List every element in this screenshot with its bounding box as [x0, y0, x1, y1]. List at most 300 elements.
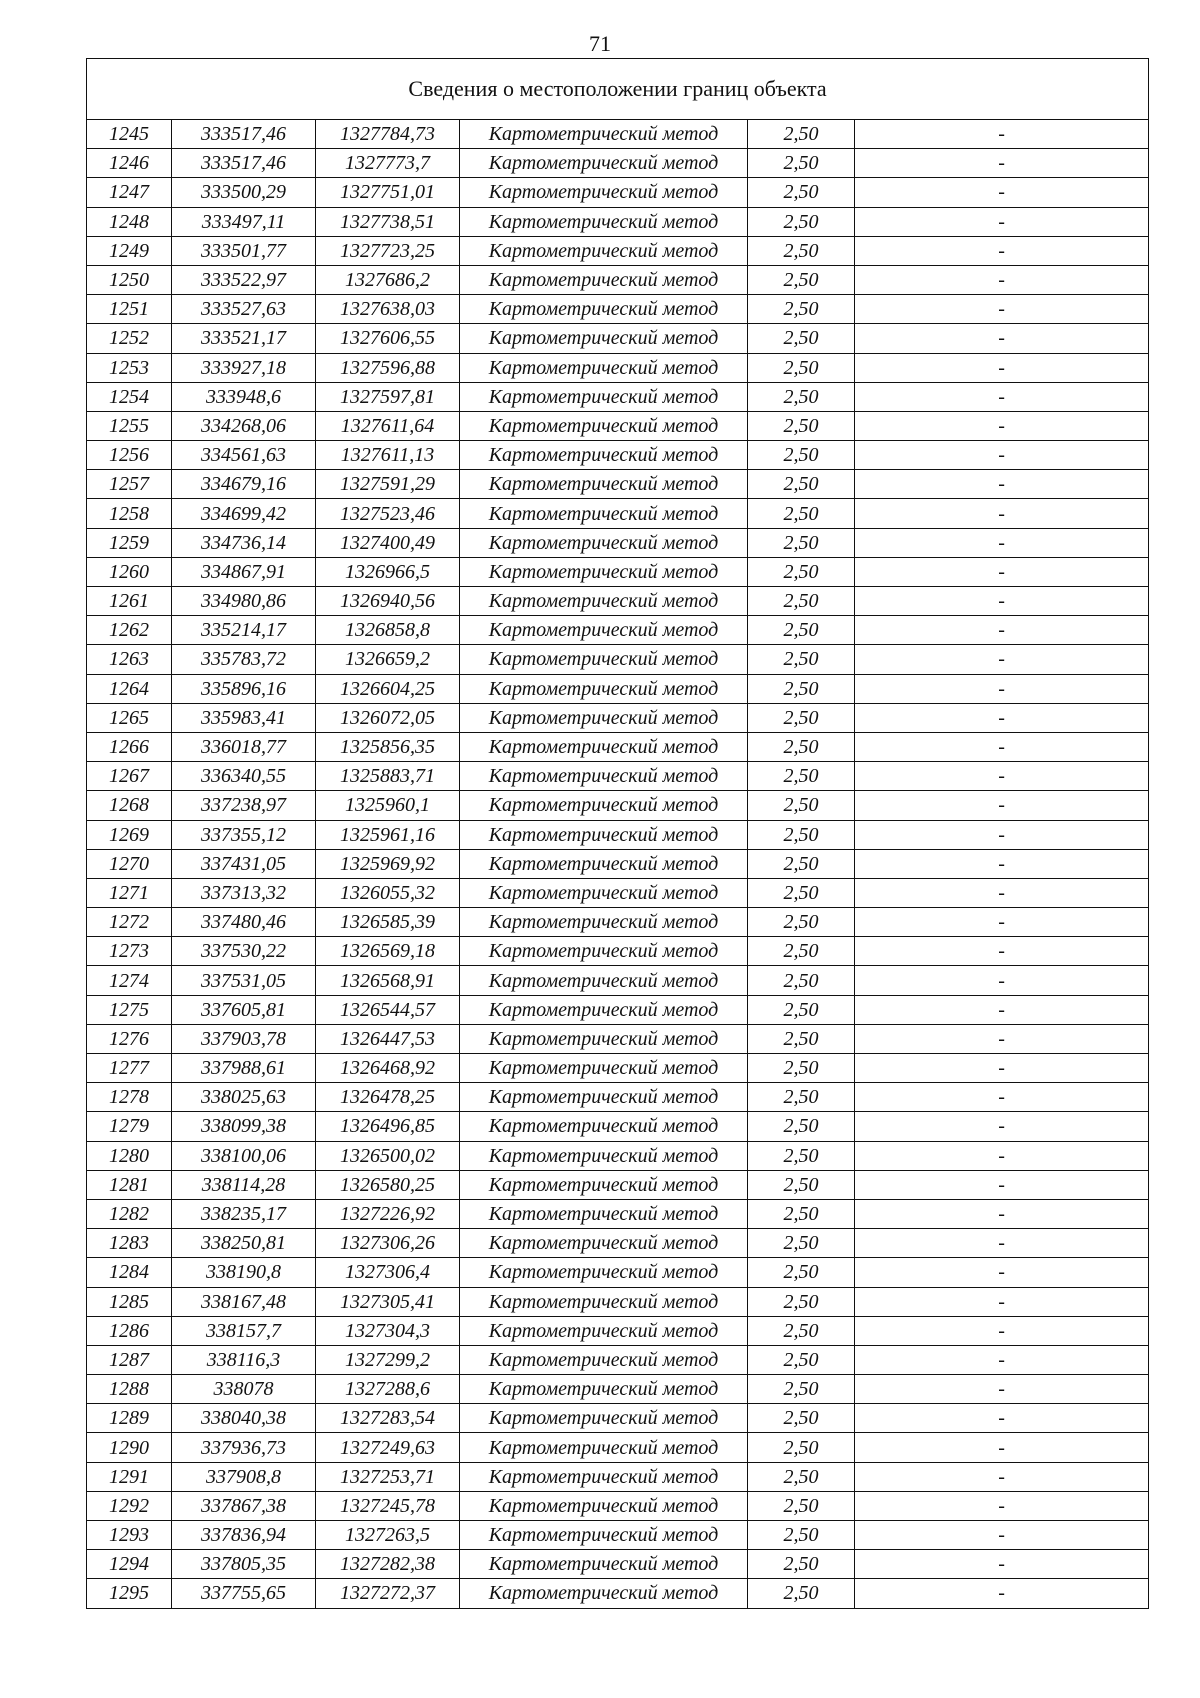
- method-cell: Картометрический метод: [460, 820, 748, 849]
- accuracy-cell: 2,50: [748, 295, 855, 324]
- table-row: [87, 1199, 1149, 1228]
- coordinate-y-cell: 1326604,25: [316, 674, 460, 703]
- coordinate-y-cell: 1327304,3: [316, 1316, 460, 1345]
- table-row: [87, 1170, 1149, 1199]
- note-cell: -: [855, 1521, 1149, 1550]
- method-cell: Картометрический метод: [460, 1112, 748, 1141]
- coordinate-x-cell: 337903,78: [172, 1024, 316, 1053]
- coordinate-x-cell: 334867,91: [172, 557, 316, 586]
- table-row: [87, 616, 1149, 645]
- note-cell: -: [855, 645, 1149, 674]
- method-cell: Картометрический метод: [460, 557, 748, 586]
- method-cell: Картометрический метод: [460, 1170, 748, 1199]
- method-cell: Картометрический метод: [460, 411, 748, 440]
- coordinate-x-cell: 335783,72: [172, 645, 316, 674]
- method-cell: Картометрический метод: [460, 791, 748, 820]
- accuracy-cell: 2,50: [748, 732, 855, 761]
- note-cell: -: [855, 1491, 1149, 1520]
- point-number-cell: 1250: [87, 265, 172, 294]
- method-cell: Картометрический метод: [460, 762, 748, 791]
- method-cell: Картометрический метод: [460, 1229, 748, 1258]
- coordinate-x-cell: 338025,63: [172, 1083, 316, 1112]
- point-number-cell: 1273: [87, 937, 172, 966]
- note-cell: -: [855, 1345, 1149, 1374]
- note-cell: -: [855, 528, 1149, 557]
- coordinate-y-cell: 1327306,26: [316, 1229, 460, 1258]
- accuracy-cell: 2,50: [748, 1375, 855, 1404]
- point-number-cell: 1271: [87, 878, 172, 907]
- coordinate-y-cell: 1327282,38: [316, 1550, 460, 1579]
- accuracy-cell: 2,50: [748, 1316, 855, 1345]
- table-row: [87, 120, 1149, 149]
- point-number-cell: 1265: [87, 703, 172, 732]
- coordinate-x-cell: 337836,94: [172, 1521, 316, 1550]
- note-cell: -: [855, 616, 1149, 645]
- table-row: [87, 528, 1149, 557]
- accuracy-cell: 2,50: [748, 1141, 855, 1170]
- note-cell: -: [855, 149, 1149, 178]
- coordinate-y-cell: 1327723,25: [316, 236, 460, 265]
- coordinate-y-cell: 1327306,4: [316, 1258, 460, 1287]
- coordinate-x-cell: 334561,63: [172, 441, 316, 470]
- point-number-cell: 1278: [87, 1083, 172, 1112]
- method-cell: Картометрический метод: [460, 1287, 748, 1316]
- table-row: [87, 1083, 1149, 1112]
- coordinate-y-cell: 1326496,85: [316, 1112, 460, 1141]
- point-number-cell: 1264: [87, 674, 172, 703]
- note-cell: -: [855, 1375, 1149, 1404]
- coordinate-y-cell: 1327283,54: [316, 1404, 460, 1433]
- table-row: [87, 966, 1149, 995]
- table-row: [87, 791, 1149, 820]
- coordinate-y-cell: 1327751,01: [316, 178, 460, 207]
- coordinate-x-cell: 337530,22: [172, 937, 316, 966]
- method-cell: Картометрический метод: [460, 937, 748, 966]
- coordinate-y-cell: 1327591,29: [316, 470, 460, 499]
- method-cell: Картометрический метод: [460, 1024, 748, 1053]
- method-cell: Картометрический метод: [460, 324, 748, 353]
- point-number-cell: 1257: [87, 470, 172, 499]
- method-cell: Картометрический метод: [460, 995, 748, 1024]
- table-row: [87, 995, 1149, 1024]
- point-number-cell: 1263: [87, 645, 172, 674]
- coordinate-x-cell: 333927,18: [172, 353, 316, 382]
- note-cell: -: [855, 1141, 1149, 1170]
- coordinate-x-cell: 333527,63: [172, 295, 316, 324]
- coordinate-x-cell: 337936,73: [172, 1433, 316, 1462]
- accuracy-cell: 2,50: [748, 499, 855, 528]
- coordinate-y-cell: 1326585,39: [316, 908, 460, 937]
- coordinate-y-cell: 1327606,55: [316, 324, 460, 353]
- note-cell: -: [855, 995, 1149, 1024]
- coordinate-y-cell: 1326055,32: [316, 878, 460, 907]
- table-row: [87, 1287, 1149, 1316]
- point-number-cell: 1254: [87, 382, 172, 411]
- point-number-cell: 1266: [87, 732, 172, 761]
- boundary-coordinates-table: [86, 58, 1149, 1609]
- note-cell: -: [855, 1170, 1149, 1199]
- method-cell: Картометрический метод: [460, 1462, 748, 1491]
- method-cell: Картометрический метод: [460, 616, 748, 645]
- coordinate-x-cell: 338114,28: [172, 1170, 316, 1199]
- table-row: [87, 499, 1149, 528]
- point-number-cell: 1246: [87, 149, 172, 178]
- coordinate-x-cell: 334268,06: [172, 411, 316, 440]
- coordinate-x-cell: 335896,16: [172, 674, 316, 703]
- coordinate-y-cell: 1327400,49: [316, 528, 460, 557]
- point-number-cell: 1288: [87, 1375, 172, 1404]
- method-cell: Картометрический метод: [460, 645, 748, 674]
- coordinate-x-cell: 338099,38: [172, 1112, 316, 1141]
- accuracy-cell: 2,50: [748, 178, 855, 207]
- accuracy-cell: 2,50: [748, 820, 855, 849]
- coordinate-x-cell: 338250,81: [172, 1229, 316, 1258]
- table-row: [87, 382, 1149, 411]
- method-cell: Картометрический метод: [460, 1375, 748, 1404]
- coordinate-y-cell: 1327784,73: [316, 120, 460, 149]
- point-number-cell: 1295: [87, 1579, 172, 1608]
- coordinate-x-cell: 337867,38: [172, 1491, 316, 1520]
- method-cell: Картометрический метод: [460, 1521, 748, 1550]
- method-cell: Картометрический метод: [460, 908, 748, 937]
- point-number-cell: 1293: [87, 1521, 172, 1550]
- table-header: Сведения о местоположении границ объекта: [87, 59, 1149, 120]
- note-cell: -: [855, 470, 1149, 499]
- coordinate-x-cell: 333517,46: [172, 120, 316, 149]
- coordinate-y-cell: 1326569,18: [316, 937, 460, 966]
- table-row: [87, 587, 1149, 616]
- coordinate-x-cell: 338190,8: [172, 1258, 316, 1287]
- accuracy-cell: 2,50: [748, 849, 855, 878]
- point-number-cell: 1286: [87, 1316, 172, 1345]
- method-cell: Картометрический метод: [460, 178, 748, 207]
- coordinate-y-cell: 1327263,5: [316, 1521, 460, 1550]
- table-row: [87, 820, 1149, 849]
- method-cell: Картометрический метод: [460, 1579, 748, 1608]
- accuracy-cell: 2,50: [748, 1170, 855, 1199]
- point-number-cell: 1248: [87, 207, 172, 236]
- coordinate-y-cell: 1325883,71: [316, 762, 460, 791]
- accuracy-cell: 2,50: [748, 324, 855, 353]
- accuracy-cell: 2,50: [748, 1024, 855, 1053]
- coordinate-y-cell: 1326580,25: [316, 1170, 460, 1199]
- method-cell: Картометрический метод: [460, 674, 748, 703]
- coordinate-y-cell: 1326858,8: [316, 616, 460, 645]
- accuracy-cell: 2,50: [748, 908, 855, 937]
- coordinate-x-cell: 338100,06: [172, 1141, 316, 1170]
- table-row: [87, 1375, 1149, 1404]
- note-cell: -: [855, 849, 1149, 878]
- method-cell: Картометрический метод: [460, 353, 748, 382]
- accuracy-cell: 2,50: [748, 1258, 855, 1287]
- accuracy-cell: 2,50: [748, 995, 855, 1024]
- note-cell: -: [855, 791, 1149, 820]
- coordinate-x-cell: 334699,42: [172, 499, 316, 528]
- point-number-cell: 1289: [87, 1404, 172, 1433]
- coordinate-y-cell: 1325856,35: [316, 732, 460, 761]
- note-cell: -: [855, 1024, 1149, 1053]
- method-cell: Картометрический метод: [460, 1199, 748, 1228]
- accuracy-cell: 2,50: [748, 674, 855, 703]
- accuracy-cell: 2,50: [748, 1229, 855, 1258]
- accuracy-cell: 2,50: [748, 1550, 855, 1579]
- method-cell: Картометрический метод: [460, 966, 748, 995]
- method-cell: Картометрический метод: [460, 1433, 748, 1462]
- note-cell: -: [855, 908, 1149, 937]
- method-cell: Картометрический метод: [460, 499, 748, 528]
- coordinate-x-cell: 337355,12: [172, 820, 316, 849]
- table-row: [87, 645, 1149, 674]
- point-number-cell: 1256: [87, 441, 172, 470]
- table-row: [87, 207, 1149, 236]
- accuracy-cell: 2,50: [748, 470, 855, 499]
- table-row: [87, 178, 1149, 207]
- coordinate-x-cell: 334679,16: [172, 470, 316, 499]
- coordinate-x-cell: 333948,6: [172, 382, 316, 411]
- point-number-cell: 1252: [87, 324, 172, 353]
- coordinate-x-cell: 337531,05: [172, 966, 316, 995]
- accuracy-cell: 2,50: [748, 1054, 855, 1083]
- point-number-cell: 1275: [87, 995, 172, 1024]
- point-number-cell: 1255: [87, 411, 172, 440]
- coordinate-y-cell: 1326544,57: [316, 995, 460, 1024]
- coordinate-x-cell: 333517,46: [172, 149, 316, 178]
- accuracy-cell: 2,50: [748, 587, 855, 616]
- table-row: [87, 1258, 1149, 1287]
- table-row: [87, 441, 1149, 470]
- coordinate-x-cell: 337605,81: [172, 995, 316, 1024]
- coordinate-y-cell: 1326940,56: [316, 587, 460, 616]
- note-cell: -: [855, 353, 1149, 382]
- accuracy-cell: 2,50: [748, 382, 855, 411]
- note-cell: -: [855, 966, 1149, 995]
- coordinate-x-cell: 337805,35: [172, 1550, 316, 1579]
- table-row: [87, 937, 1149, 966]
- coordinate-y-cell: 1327773,7: [316, 149, 460, 178]
- table-row: [87, 908, 1149, 937]
- method-cell: Картометрический метод: [460, 441, 748, 470]
- accuracy-cell: 2,50: [748, 1433, 855, 1462]
- note-cell: -: [855, 324, 1149, 353]
- accuracy-cell: 2,50: [748, 353, 855, 382]
- note-cell: -: [855, 1404, 1149, 1433]
- accuracy-cell: 2,50: [748, 441, 855, 470]
- coordinate-y-cell: 1325961,16: [316, 820, 460, 849]
- coordinate-y-cell: 1326659,2: [316, 645, 460, 674]
- point-number-cell: 1253: [87, 353, 172, 382]
- coordinate-y-cell: 1326447,53: [316, 1024, 460, 1053]
- note-cell: -: [855, 382, 1149, 411]
- method-cell: Картометрический метод: [460, 849, 748, 878]
- table-row: [87, 849, 1149, 878]
- note-cell: -: [855, 1433, 1149, 1462]
- point-number-cell: 1290: [87, 1433, 172, 1462]
- method-cell: Картометрический метод: [460, 207, 748, 236]
- coordinate-x-cell: 338235,17: [172, 1199, 316, 1228]
- coordinate-x-cell: 338157,7: [172, 1316, 316, 1345]
- table-row: [87, 1345, 1149, 1374]
- note-cell: -: [855, 1462, 1149, 1491]
- note-cell: -: [855, 587, 1149, 616]
- coordinate-x-cell: 333521,17: [172, 324, 316, 353]
- table-row: [87, 732, 1149, 761]
- point-number-cell: 1282: [87, 1199, 172, 1228]
- accuracy-cell: 2,50: [748, 411, 855, 440]
- point-number-cell: 1267: [87, 762, 172, 791]
- point-number-cell: 1279: [87, 1112, 172, 1141]
- table-row: [87, 1462, 1149, 1491]
- note-cell: -: [855, 1579, 1149, 1608]
- note-cell: -: [855, 265, 1149, 294]
- note-cell: -: [855, 1550, 1149, 1579]
- point-number-cell: 1277: [87, 1054, 172, 1083]
- coordinate-y-cell: 1326478,25: [316, 1083, 460, 1112]
- table-row: [87, 1550, 1149, 1579]
- coordinate-x-cell: 338116,3: [172, 1345, 316, 1374]
- point-number-cell: 1251: [87, 295, 172, 324]
- table-row: [87, 1024, 1149, 1053]
- accuracy-cell: 2,50: [748, 937, 855, 966]
- coordinate-y-cell: 1327523,46: [316, 499, 460, 528]
- coordinate-x-cell: 337313,32: [172, 878, 316, 907]
- point-number-cell: 1268: [87, 791, 172, 820]
- coordinate-y-cell: 1326568,91: [316, 966, 460, 995]
- note-cell: -: [855, 1199, 1149, 1228]
- coordinate-y-cell: 1327272,37: [316, 1579, 460, 1608]
- note-cell: -: [855, 411, 1149, 440]
- method-cell: Картометрический метод: [460, 587, 748, 616]
- accuracy-cell: 2,50: [748, 645, 855, 674]
- table-row: [87, 353, 1149, 382]
- table-row: [87, 762, 1149, 791]
- accuracy-cell: 2,50: [748, 265, 855, 294]
- coordinate-y-cell: 1325969,92: [316, 849, 460, 878]
- table-row: [87, 878, 1149, 907]
- accuracy-cell: 2,50: [748, 1199, 855, 1228]
- point-number-cell: 1291: [87, 1462, 172, 1491]
- coordinate-y-cell: 1327596,88: [316, 353, 460, 382]
- table-body: [87, 120, 1149, 1609]
- coordinate-x-cell: 333500,29: [172, 178, 316, 207]
- note-cell: -: [855, 178, 1149, 207]
- coordinate-x-cell: 337908,8: [172, 1462, 316, 1491]
- method-cell: Картометрический метод: [460, 1316, 748, 1345]
- coordinate-x-cell: 334980,86: [172, 587, 316, 616]
- coordinate-y-cell: 1326966,5: [316, 557, 460, 586]
- table-row: [87, 703, 1149, 732]
- accuracy-cell: 2,50: [748, 149, 855, 178]
- note-cell: -: [855, 1287, 1149, 1316]
- coordinate-y-cell: 1327249,63: [316, 1433, 460, 1462]
- point-number-cell: 1283: [87, 1229, 172, 1258]
- method-cell: Картометрический метод: [460, 1404, 748, 1433]
- accuracy-cell: 2,50: [748, 703, 855, 732]
- table-row: [87, 1229, 1149, 1258]
- coordinate-y-cell: 1326072,05: [316, 703, 460, 732]
- point-number-cell: 1292: [87, 1491, 172, 1520]
- coordinate-y-cell: 1327638,03: [316, 295, 460, 324]
- note-cell: -: [855, 703, 1149, 732]
- coordinate-x-cell: 338167,48: [172, 1287, 316, 1316]
- accuracy-cell: 2,50: [748, 1404, 855, 1433]
- point-number-cell: 1245: [87, 120, 172, 149]
- note-cell: -: [855, 499, 1149, 528]
- method-cell: Картометрический метод: [460, 703, 748, 732]
- method-cell: Картометрический метод: [460, 1054, 748, 1083]
- accuracy-cell: 2,50: [748, 528, 855, 557]
- note-cell: -: [855, 295, 1149, 324]
- coordinate-x-cell: 334736,14: [172, 528, 316, 557]
- point-number-cell: 1294: [87, 1550, 172, 1579]
- table-row: [87, 470, 1149, 499]
- note-cell: -: [855, 1316, 1149, 1345]
- accuracy-cell: 2,50: [748, 616, 855, 645]
- accuracy-cell: 2,50: [748, 1112, 855, 1141]
- note-cell: -: [855, 937, 1149, 966]
- note-cell: -: [855, 207, 1149, 236]
- note-cell: -: [855, 236, 1149, 265]
- coordinate-x-cell: 336340,55: [172, 762, 316, 791]
- point-number-cell: 1262: [87, 616, 172, 645]
- accuracy-cell: 2,50: [748, 1345, 855, 1374]
- coordinate-y-cell: 1327597,81: [316, 382, 460, 411]
- note-cell: -: [855, 762, 1149, 791]
- coordinate-y-cell: 1327299,2: [316, 1345, 460, 1374]
- method-cell: Картометрический метод: [460, 470, 748, 499]
- coordinate-y-cell: 1327245,78: [316, 1491, 460, 1520]
- note-cell: -: [855, 120, 1149, 149]
- note-cell: -: [855, 557, 1149, 586]
- coordinate-x-cell: 336018,77: [172, 732, 316, 761]
- point-number-cell: 1280: [87, 1141, 172, 1170]
- method-cell: Картометрический метод: [460, 265, 748, 294]
- note-cell: -: [855, 1083, 1149, 1112]
- note-cell: -: [855, 878, 1149, 907]
- point-number-cell: 1249: [87, 236, 172, 265]
- coordinate-x-cell: 337755,65: [172, 1579, 316, 1608]
- accuracy-cell: 2,50: [748, 878, 855, 907]
- coordinate-x-cell: 338040,38: [172, 1404, 316, 1433]
- coordinate-x-cell: 337988,61: [172, 1054, 316, 1083]
- accuracy-cell: 2,50: [748, 1521, 855, 1550]
- note-cell: -: [855, 441, 1149, 470]
- point-number-cell: 1270: [87, 849, 172, 878]
- coordinate-x-cell: 335983,41: [172, 703, 316, 732]
- method-cell: Картометрический метод: [460, 1345, 748, 1374]
- note-cell: -: [855, 674, 1149, 703]
- table-row: [87, 149, 1149, 178]
- coordinate-y-cell: 1327611,13: [316, 441, 460, 470]
- method-cell: Картометрический метод: [460, 295, 748, 324]
- point-number-cell: 1269: [87, 820, 172, 849]
- point-number-cell: 1259: [87, 528, 172, 557]
- note-cell: -: [855, 1229, 1149, 1258]
- table-row: [87, 411, 1149, 440]
- accuracy-cell: 2,50: [748, 557, 855, 586]
- coordinate-y-cell: 1327686,2: [316, 265, 460, 294]
- coordinate-y-cell: 1327738,51: [316, 207, 460, 236]
- note-cell: -: [855, 1112, 1149, 1141]
- point-number-cell: 1287: [87, 1345, 172, 1374]
- note-cell: -: [855, 1258, 1149, 1287]
- point-number-cell: 1261: [87, 587, 172, 616]
- accuracy-cell: 2,50: [748, 236, 855, 265]
- accuracy-cell: 2,50: [748, 207, 855, 236]
- coordinate-y-cell: 1327253,71: [316, 1462, 460, 1491]
- accuracy-cell: 2,50: [748, 1579, 855, 1608]
- table-row: [87, 1054, 1149, 1083]
- method-cell: Картометрический метод: [460, 120, 748, 149]
